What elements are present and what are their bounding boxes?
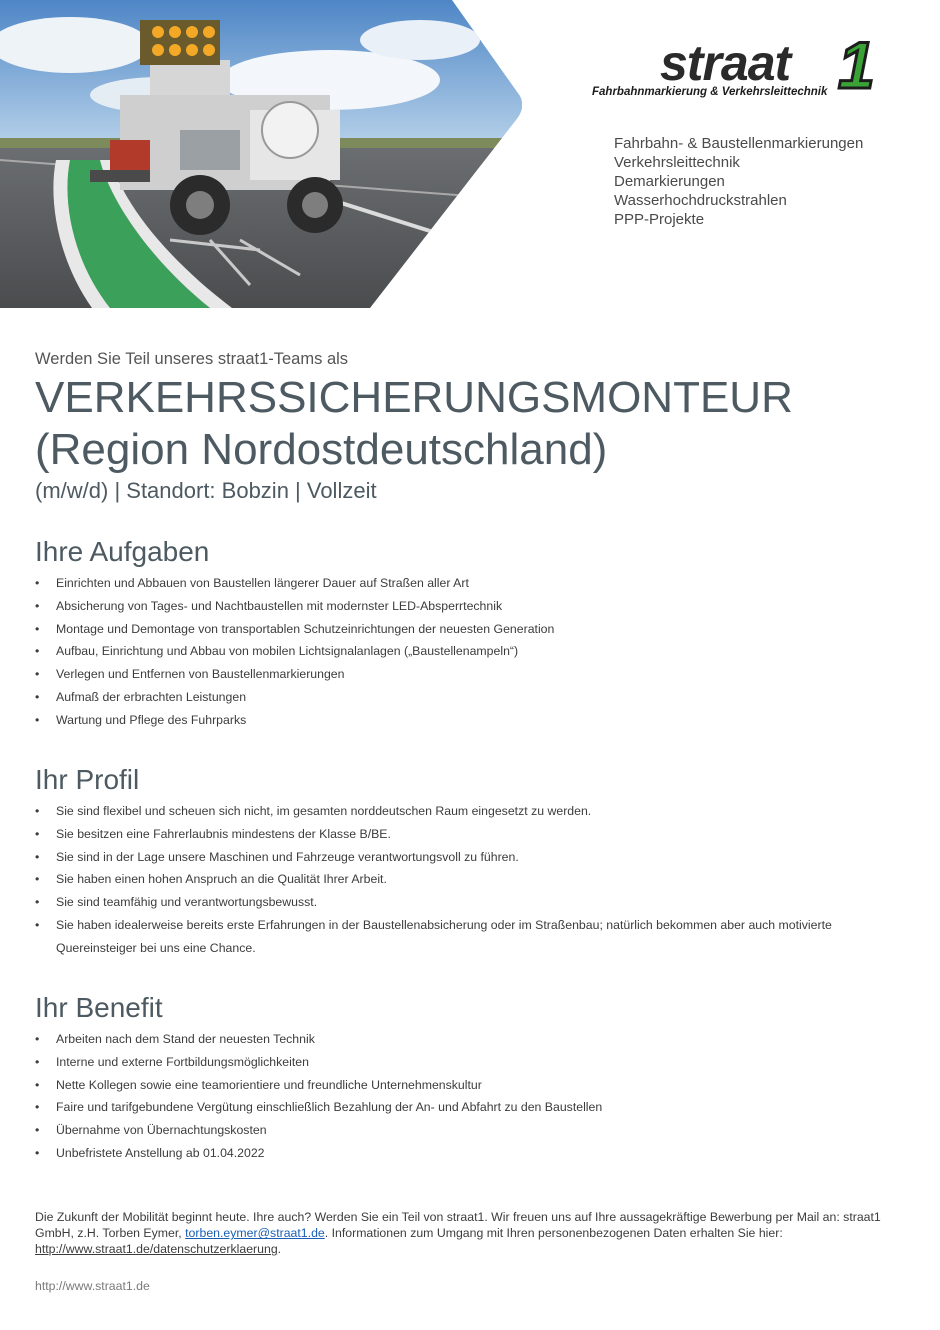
closing-text-3: . (277, 1242, 282, 1257)
section-heading-aufgaben: Ihre Aufgaben (35, 536, 210, 567)
benefit-list (35, 1028, 895, 1165)
list-item: • Sie haben idealerweise bereits erste Erfahrungen in der Baustellenabsicherung oder im Straßenbau; natürlich bekommen aber auch motivierte Quereinsteiger bei uns eine Chance. (35, 914, 895, 960)
list-item: • Sie sind flexibel und scheuen sich nicht, im gesamten norddeutschen Raum eingesetzt zu werden. (35, 800, 895, 823)
list-item: • Nette Kollegen sowie eine teamorientiere und freundliche Unternehmenskultur (35, 1074, 895, 1097)
list-item: • Übernahme von Übernachtungskosten (35, 1119, 895, 1142)
list-item: • Einrichten und Abbauen von Baustellen längerer Dauer auf Straßen aller Art (35, 572, 895, 595)
list-item: • Absicherung von Tages- und Nachtbaustellen mit modernster LED-Absperrtechnik (35, 595, 895, 618)
list-item: • Interne und externe Fortbildungsmöglichkeiten (35, 1051, 895, 1074)
list-item: • Aufbau, Einrichtung und Abbau von mobilen Lichtsignalanlagen („Baustellenampeln“) (35, 640, 895, 663)
profil-list (35, 800, 895, 960)
company-logo (590, 28, 890, 102)
privacy-link[interactable]: http://www.straat1.de/datenschutzerklaerung (35, 1242, 278, 1257)
list-item: • Unbefristete Anstellung ab 01.04.2022 (35, 1142, 895, 1165)
section-heading-benefit: Ihr Benefit (35, 992, 163, 1023)
closing-text-1: Die Zukunft der Mobilität beginnt heute. Ihre auch? Werden Sie ein Teil von straat1. Wir freuen uns auf Ihre aussagekräftige Bewerbung per Mail an: straat1 GmbH, z.H. Torben Eymer, (35, 1210, 881, 1241)
closing-paragraph (35, 1209, 905, 1257)
job-subtitle: (m/w/d) | Standort: Bobzin | Vollzeit (35, 478, 377, 503)
service-item: Fahrbahn- & Baustellenmarkierungen (614, 135, 864, 152)
services-list (614, 134, 863, 229)
logo-numeral: 1 (838, 28, 875, 102)
job-title-line-2: (Region Nordostdeutschland) (35, 425, 608, 474)
hero-image (0, 0, 522, 308)
logo-wordmark: straat (660, 35, 791, 91)
service-item: Wasserhochdruckstrahlen (614, 192, 787, 209)
list-item: • Aufmaß der erbrachten Leistungen (35, 686, 895, 709)
service-item: PPP-Projekte (614, 211, 705, 228)
job-title-line-1: VERKEHRSSICHERUNGSMONTEUR (35, 373, 793, 422)
closing-text-2: . Informationen zum Umgang mit Ihren personenbezogenen Daten erhalten Sie hier: (324, 1226, 783, 1241)
email-link[interactable]: torben.eymer@straat1.de (185, 1226, 325, 1241)
list-item: • Arbeiten nach dem Stand der neuesten Technik (35, 1028, 895, 1051)
list-item: • Wartung und Pflege des Fuhrparks (35, 709, 895, 732)
aufgaben-list (35, 572, 895, 732)
service-item: Demarkierungen (614, 173, 725, 190)
service-item: Verkehrsleittechnik (614, 154, 740, 171)
footer-url: http://www.straat1.de (35, 1279, 150, 1293)
list-item: • Sie sind in der Lage unsere Maschinen und Fahrzeuge verantwortungsvoll zu führen. (35, 846, 895, 869)
section-heading-profil: Ihr Profil (35, 764, 140, 795)
list-item: • Sie sind teamfähig und verantwortungsbewusst. (35, 891, 895, 914)
logo-tagline: Fahrbahnmarkierung & Verkehrsleittechnik (592, 86, 828, 98)
list-item: • Sie haben einen hohen Anspruch an die Qualität Ihrer Arbeit. (35, 868, 895, 891)
list-item: • Faire und tarifgebundene Vergütung einschließlich Bezahlung der An- und Abfahrt zu den Baustellen (35, 1096, 895, 1119)
list-item: • Montage und Demontage von transportablen Schutzeinrichtungen der neuesten Generation (35, 618, 895, 641)
job-title (35, 372, 793, 476)
list-item: • Verlegen und Entfernen von Baustellenmarkierungen (35, 663, 895, 686)
list-item: • Sie besitzen eine Fahrerlaubnis mindestens der Klasse B/BE. (35, 823, 895, 846)
intro-text: Werden Sie Teil unseres straat1-Teams als (35, 350, 349, 368)
